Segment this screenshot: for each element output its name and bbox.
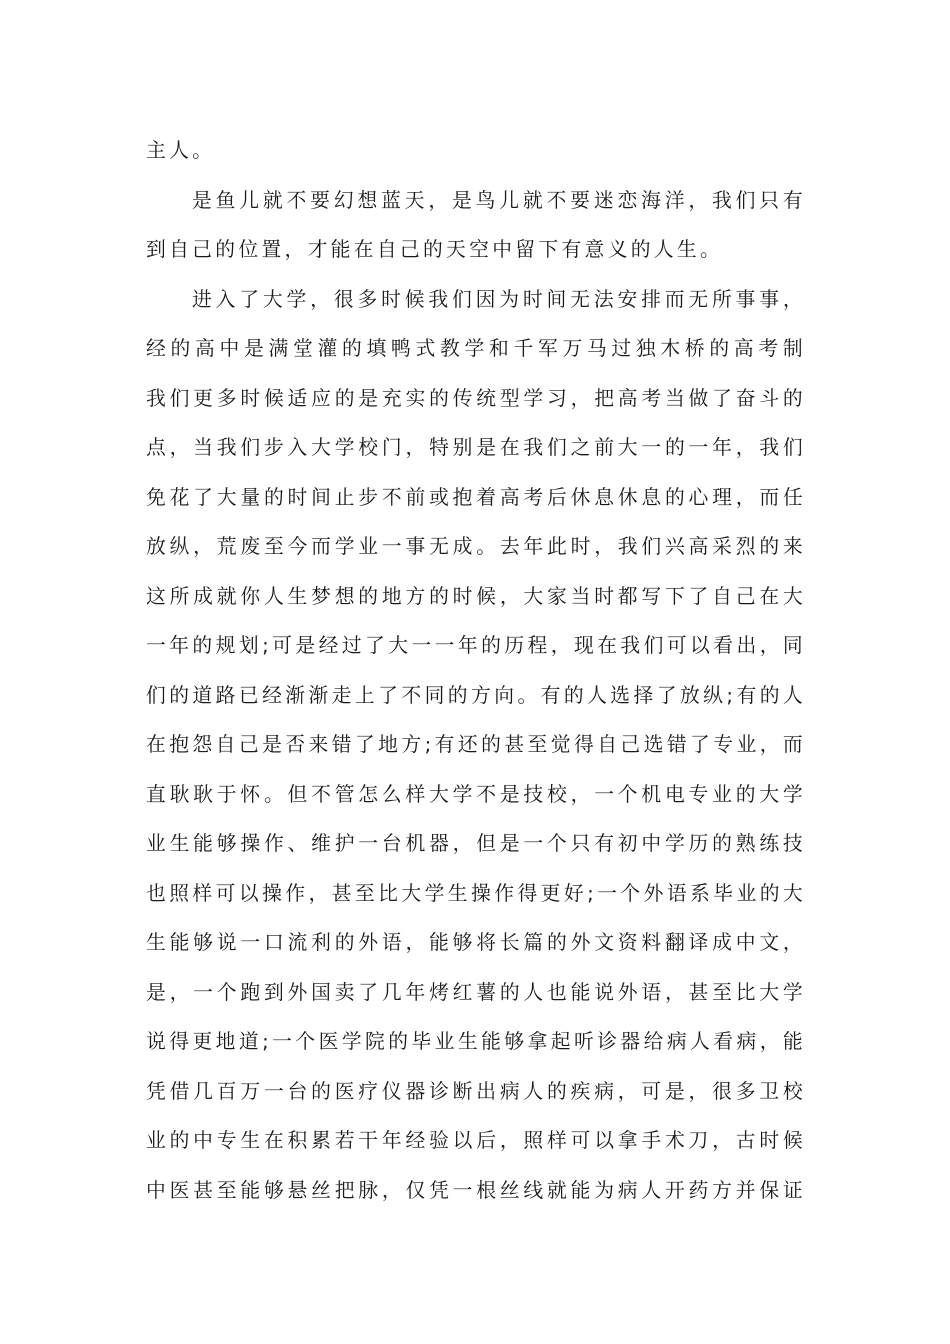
text-line: 我们更多时候适应的是充实的传统型学习，把高考当做了奋斗的 — [146, 386, 806, 410]
text-line: 们的道路已经渐渐走上了不同的方向。有的人选择了放纵;有的人 — [146, 683, 806, 707]
text-line: 进入了大学，很多时候我们因为时间无法安排而无所事事， — [192, 287, 806, 311]
text-line: 生能够说一口流利的外语，能够将长篇的外文资料翻译成中文， — [146, 931, 806, 954]
text-line: 在抱怨自己是否来错了地方;有还的甚至觉得自己选错了专业，而 — [146, 733, 806, 756]
text-line: 经的高中是满堂灌的填鸭式教学和千军万马过独木桥的高考制 — [146, 337, 806, 360]
text-line: 主人。 — [146, 139, 216, 162]
text-line: 免花了大量的时间止步不前或抱着高考后休息休息的心理，而任 — [146, 485, 806, 509]
text-line: 点，当我们步入大学校门，特别是在我们之前大一的一年，我们 — [146, 436, 806, 459]
text-line: 这所成就你人生梦想的地方的时候，大家当时都写下了自己在大 — [146, 584, 806, 608]
text-line: 业的中专生在积累若干年经验以后，照样可以拿手术刀，古时候 — [146, 1129, 806, 1152]
text-line: 一年的规划;可是经过了大一一年的历程，现在我们可以看出，同 — [146, 634, 806, 657]
text-line: 中医甚至能够悬丝把脉，仅凭一根丝线就能为病人开药方并保证 — [146, 1178, 806, 1202]
text-line: 直耿耿于怀。但不管怎么样大学不是技校，一个机电专业的大学 — [146, 782, 806, 806]
text-line: 是，一个跑到外国卖了几年烤红薯的人也能说外语，甚至比大学 — [146, 980, 806, 1004]
body-text — [146, 126, 806, 1215]
text-line: 也照样可以操作，甚至比大学生操作得更好;一个外语系毕业的大 — [146, 881, 806, 905]
text-line: 说得更地道;一个医学院的毕业生能够拿起听诊器给病人看病，能 — [146, 1030, 806, 1053]
text-line: 放纵，荒废至今而学业一事无成。去年此时，我们兴高采烈的来 — [146, 535, 806, 558]
text-line: 业生能够操作、维护一台机器，但是一个只有初中学历的熟练技 — [146, 832, 806, 855]
text-line: 是鱼儿就不要幻想蓝天，是鸟儿就不要迷恋海洋，我们只有 — [192, 188, 806, 212]
text-line: 到自己的位置，才能在自己的天空中留下有意义的人生。 — [146, 238, 724, 261]
text-line: 凭借几百万一台的医疗仪器诊断出病人的疾病，可是，很多卫校 — [146, 1079, 806, 1103]
